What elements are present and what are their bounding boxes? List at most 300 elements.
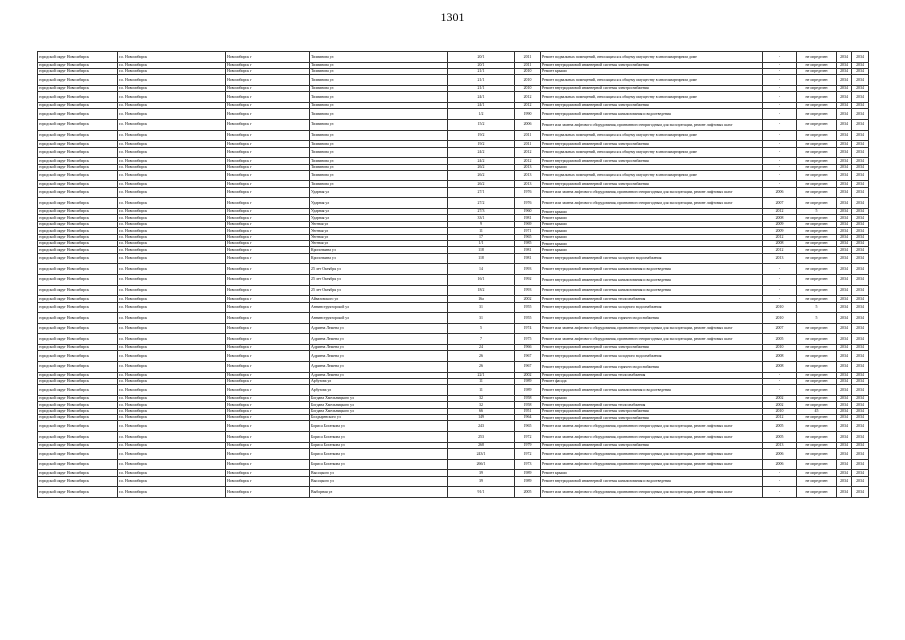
plan-start-cell: 2034 — [837, 170, 852, 181]
plan-start-cell: 2034 — [837, 253, 852, 264]
work-type-cell: Ремонт внутридомовой инженерной системы горячего водоснабжения — [541, 313, 763, 324]
work-type-cell: Ремонт подвальных помещений, относящихся к общему имуществу в многоквартирном доме — [541, 147, 763, 158]
plan-end-cell: 2034 — [852, 385, 869, 396]
street-cell: Тихвинова ул — [310, 75, 448, 86]
plan-start-cell: 2034 — [837, 378, 852, 384]
city-cell: Новосибирск г — [226, 395, 310, 401]
work-type-cell: Ремонт внутридомовой инженерной системы канализования и водоотведения — [541, 109, 763, 120]
plan-start-cell: 2034 — [837, 198, 852, 209]
plan-start-cell: 2034 — [837, 75, 852, 86]
wear-cell: не определен — [797, 421, 837, 432]
wear-cell: не определен — [797, 215, 837, 221]
table-row — [38, 274, 869, 285]
house-number-cell: 1/1 — [448, 241, 515, 247]
street-cell: Богдана Хмельницкого ул — [310, 402, 448, 408]
house-number-cell: 33/1 — [448, 215, 515, 221]
plan-end-cell: 2034 — [852, 92, 869, 103]
plan-end-cell: 2034 — [852, 164, 869, 170]
street-cell: Ударная ул — [310, 187, 448, 198]
municipality-cell: городской округ Новосибирск — [38, 52, 118, 63]
house-number-cell: 39 — [448, 476, 515, 487]
plan-end-cell: 2034 — [852, 130, 869, 141]
work-type-cell: Ремонт внутридомовой инженерной системы канализования и водоотведения — [541, 285, 763, 296]
wear-cell: не определен — [797, 241, 837, 247]
house-number-cell: 5 — [448, 323, 515, 334]
work-type-cell: Ремонт крыши — [541, 234, 763, 240]
page-number: 1301 — [440, 10, 465, 24]
work-type-cell: Ремонт внутридомовой инженерной системы горячего водоснабжения — [541, 361, 763, 372]
settlement-cell: г.о. Новосибирск — [118, 395, 226, 401]
house-number-cell: 19/2 — [448, 130, 515, 141]
settlement-cell: г.о. Новосибирск — [118, 285, 226, 296]
city-cell: Новосибирск г — [226, 487, 310, 498]
house-number-cell: 18/2 — [448, 285, 515, 296]
table-row — [38, 264, 869, 275]
work-type-cell: Ремонт внутридомовой инженерной системы электроснабжения — [541, 85, 763, 91]
street-cell: 25 лет Октября ул — [310, 274, 448, 285]
plan-end-cell: 2034 — [852, 302, 869, 313]
wear-cell: не определен — [797, 449, 837, 460]
house-number-cell: 9 — [448, 221, 515, 227]
plan-end-cell: 2034 — [852, 449, 869, 460]
settlement-cell: г.о. Новосибирск — [118, 264, 226, 275]
municipality-cell: городской округ Новосибирск — [38, 247, 118, 253]
work-type-cell: Ремонт или замена лифтового оборудования, признанного непригодным для эксплуатации, ремонт лифтовых шахт — [541, 198, 763, 209]
house-number-cell: 32 — [448, 402, 515, 408]
city-cell: Новосибирск г — [226, 170, 310, 181]
house-number-cell: 22/1 — [448, 372, 515, 378]
house-number-cell: 91/1 — [448, 487, 515, 498]
city-cell: Новосибирск г — [226, 92, 310, 103]
plan-end-cell: 2034 — [852, 372, 869, 378]
settlement-cell: г.о. Новосибирск — [118, 215, 226, 221]
plan-start-cell: 2034 — [837, 241, 852, 247]
last-repair-cell: 2008 — [763, 351, 797, 362]
municipality-cell: городской округ Новосибирск — [38, 470, 118, 476]
last-repair-cell: 2007 — [763, 198, 797, 209]
table-row — [38, 302, 869, 313]
municipality-cell: городской округ Новосибирск — [38, 187, 118, 198]
house-number-cell: 27/3 — [448, 209, 515, 215]
city-cell: Новосибирск г — [226, 476, 310, 487]
house-number-cell: 16/1 — [448, 274, 515, 285]
table-row — [38, 198, 869, 209]
street-cell: Тихвинова ул — [310, 170, 448, 181]
last-repair-cell: - — [763, 62, 797, 68]
street-cell: Бориса Богаткова ул — [310, 459, 448, 470]
city-cell: Новосибирск г — [226, 102, 310, 108]
plan-start-cell: 2034 — [837, 296, 852, 302]
municipality-cell: городской округ Новосибирск — [38, 228, 118, 234]
wear-cell: не определен — [797, 187, 837, 198]
city-cell: Новосибирск г — [226, 408, 310, 414]
plan-end-cell: 2034 — [852, 141, 869, 147]
plan-start-cell: 2034 — [837, 476, 852, 487]
settlement-cell: г.о. Новосибирск — [118, 459, 226, 470]
street-cell: Тихвинова ул — [310, 141, 448, 147]
wear-cell: не определен — [797, 234, 837, 240]
work-type-cell: Ремонт крыши — [541, 241, 763, 247]
year-built-cell: 1993 — [515, 285, 541, 296]
work-type-cell: Ремонт внутридомовой инженерной системы электроснабжения — [541, 408, 763, 414]
city-cell: Новосибирск г — [226, 402, 310, 408]
street-cell: Тихвинова ул — [310, 92, 448, 103]
wear-cell: не определен — [797, 247, 837, 253]
municipality-cell: городской округ Новосибирск — [38, 378, 118, 384]
settlement-cell: г.о. Новосибирск — [118, 334, 226, 345]
year-built-cell: 2012 — [515, 102, 541, 108]
plan-end-cell: 2034 — [852, 344, 869, 350]
street-cell: Арбузова ул — [310, 378, 448, 384]
plan-start-cell: 2034 — [837, 181, 852, 187]
plan-start-cell: 2034 — [837, 264, 852, 275]
year-built-cell: 1981 — [515, 215, 541, 221]
wear-cell: не определен — [797, 62, 837, 68]
city-cell: Новосибирск г — [226, 344, 310, 350]
year-built-cell: 2012 — [515, 158, 541, 164]
year-built-cell: 1965 — [515, 234, 541, 240]
wear-cell: не определен — [797, 109, 837, 120]
municipality-cell: городской округ Новосибирск — [38, 344, 118, 350]
city-cell: Новосибирск г — [226, 158, 310, 164]
wear-cell: не определен — [797, 75, 837, 86]
table-row — [38, 147, 869, 158]
last-repair-cell: - — [763, 147, 797, 158]
work-type-cell: Ремонт внутридомовой инженерной системы канализования и водоотведения — [541, 476, 763, 487]
year-built-cell: 2002 — [515, 296, 541, 302]
municipality-cell: городской округ Новосибирск — [38, 264, 118, 275]
plan-end-cell: 2034 — [852, 395, 869, 401]
year-built-cell: 2012 — [515, 92, 541, 103]
house-number-cell: 24 — [448, 344, 515, 350]
street-cell: Тихвинова ул — [310, 158, 448, 164]
settlement-cell: г.о. Новосибирск — [118, 68, 226, 74]
last-repair-cell: - — [763, 52, 797, 63]
last-repair-cell: - — [763, 476, 797, 487]
city-cell: Новосибирск г — [226, 361, 310, 372]
last-repair-cell: 2013 — [763, 253, 797, 264]
table-row — [38, 421, 869, 432]
table-row — [38, 476, 869, 487]
settlement-cell: г.о. Новосибирск — [118, 408, 226, 414]
settlement-cell: г.о. Новосибирск — [118, 432, 226, 443]
table-row — [38, 351, 869, 362]
plan-end-cell: 2034 — [852, 187, 869, 198]
table-row — [38, 52, 869, 63]
settlement-cell: г.о. Новосибирск — [118, 385, 226, 396]
wear-cell: не определен — [797, 372, 837, 378]
street-cell: Тихвинова ул — [310, 62, 448, 68]
settlement-cell: г.о. Новосибирск — [118, 421, 226, 432]
year-built-cell: 1960 — [515, 209, 541, 215]
street-cell: Тихвинова ул — [310, 119, 448, 130]
plan-start-cell: 2034 — [837, 228, 852, 234]
plan-end-cell: 2034 — [852, 487, 869, 498]
street-cell: Богдана Хмельницкого ул — [310, 408, 448, 414]
plan-start-cell: 2034 — [837, 102, 852, 108]
plan-end-cell: 2034 — [852, 415, 869, 421]
plan-end-cell: 2034 — [852, 313, 869, 324]
settlement-cell: г.о. Новосибирск — [118, 253, 226, 264]
municipality-cell: городской округ Новосибирск — [38, 147, 118, 158]
wear-cell: 5 — [797, 302, 837, 313]
last-repair-cell: 2005 — [763, 334, 797, 345]
plan-start-cell: 2034 — [837, 274, 852, 285]
settlement-cell: г.о. Новосибирск — [118, 85, 226, 91]
settlement-cell: г.о. Новосибирск — [118, 75, 226, 86]
plan-start-cell: 2034 — [837, 432, 852, 443]
street-cell: Тихвинова ул — [310, 102, 448, 108]
municipality-cell: городской округ Новосибирск — [38, 334, 118, 345]
settlement-cell: г.о. Новосибирск — [118, 102, 226, 108]
settlement-cell: г.о. Новосибирск — [118, 378, 226, 384]
municipality-cell: городской округ Новосибирск — [38, 323, 118, 334]
city-cell: Новосибирск г — [226, 228, 310, 234]
work-type-cell: Ремонт крыши — [541, 395, 763, 401]
settlement-cell: г.о. Новосибирск — [118, 313, 226, 324]
city-cell: Новосибирск г — [226, 234, 310, 240]
plan-start-cell: 2034 — [837, 421, 852, 432]
year-built-cell: 1972 — [515, 432, 541, 443]
city-cell: Новосибирск г — [226, 378, 310, 384]
city-cell: Новосибирск г — [226, 209, 310, 215]
year-built-cell: 2013 — [515, 170, 541, 181]
last-repair-cell: 2008 — [763, 361, 797, 372]
plan-end-cell: 2034 — [852, 147, 869, 158]
work-type-cell: Ремонт подвальных помещений, относящихся к общему имуществу в многоквартирном доме — [541, 130, 763, 141]
last-repair-cell: 2010 — [763, 302, 797, 313]
year-built-cell: 2011 — [515, 52, 541, 63]
house-number-cell: 26 — [448, 361, 515, 372]
municipality-cell: городской округ Новосибирск — [38, 372, 118, 378]
year-built-cell: 1989 — [515, 470, 541, 476]
wear-cell: не определен — [797, 158, 837, 164]
table-row — [38, 109, 869, 120]
plan-end-cell: 2034 — [852, 62, 869, 68]
last-repair-cell: 2010 — [763, 313, 797, 324]
municipality-cell: городской округ Новосибирск — [38, 415, 118, 421]
work-type-cell: Ремонт или замена лифтового оборудования, признанного непригодным для эксплуатации, ремонт лифтовых шахт — [541, 432, 763, 443]
work-type-cell: Ремонт крыши — [541, 247, 763, 253]
street-cell: Адриена Лежена ул — [310, 361, 448, 372]
street-cell: Кропоткина ул — [310, 253, 448, 264]
year-built-cell: 1964 — [515, 415, 541, 421]
city-cell: Новосибирск г — [226, 264, 310, 275]
work-type-cell: Ремонт внутридомовой инженерной системы холодного водоснабжения — [541, 253, 763, 264]
year-built-cell: 1979 — [515, 442, 541, 448]
wear-cell: не определен — [797, 141, 837, 147]
wear-cell: не определен — [797, 164, 837, 170]
house-number-cell: 21/1 — [448, 75, 515, 86]
last-repair-cell: 2007 — [763, 323, 797, 334]
plan-end-cell: 2034 — [852, 198, 869, 209]
street-cell: Ударная ул — [310, 209, 448, 215]
year-built-cell: 1976 — [515, 198, 541, 209]
work-type-cell: Ремонт внутридомовой инженерной системы электроснабжения — [541, 442, 763, 448]
work-type-cell: Ремонт или замена лифтового оборудования, признанного непригодным для эксплуатации, ремонт лифтовых шахт — [541, 449, 763, 460]
table-row — [38, 487, 869, 498]
house-number-cell: 21/1 — [448, 85, 515, 91]
house-number-cell: 19/2 — [448, 141, 515, 147]
street-cell: Ударная ул — [310, 215, 448, 221]
wear-cell: не определен — [797, 274, 837, 285]
last-repair-cell: 2012 — [763, 209, 797, 215]
settlement-cell: г.о. Новосибирск — [118, 141, 226, 147]
city-cell: Новосибирск г — [226, 85, 310, 91]
plan-start-cell: 2034 — [837, 119, 852, 130]
house-number-cell: 15/2 — [448, 119, 515, 130]
wear-cell: не определен — [797, 470, 837, 476]
settlement-cell: г.о. Новосибирск — [118, 449, 226, 460]
street-cell: Бориса Богаткова ул — [310, 432, 448, 443]
last-repair-cell: - — [763, 164, 797, 170]
last-repair-cell: 2009 — [763, 221, 797, 227]
plan-end-cell: 2034 — [852, 75, 869, 86]
plan-start-cell: 2034 — [837, 361, 852, 372]
last-repair-cell: - — [763, 285, 797, 296]
plan-start-cell: 2034 — [837, 415, 852, 421]
house-number-cell: 243/1 — [448, 449, 515, 460]
wear-cell: не определен — [797, 147, 837, 158]
wear-cell: 5 — [797, 313, 837, 324]
house-number-cell: 268 — [448, 442, 515, 448]
municipality-cell: городской округ Новосибирск — [38, 62, 118, 68]
municipality-cell: городской округ Новосибирск — [38, 253, 118, 264]
work-type-cell: Ремонт внутридомовой инженерной системы теплоснабжения — [541, 296, 763, 302]
house-number-cell: 66 — [448, 408, 515, 414]
house-number-cell: 24/1 — [448, 92, 515, 103]
plan-start-cell: 2034 — [837, 187, 852, 198]
municipality-cell: городской округ Новосибирск — [38, 385, 118, 396]
year-built-cell: 2006 — [515, 119, 541, 130]
year-built-cell: 1972 — [515, 449, 541, 460]
table-row — [38, 323, 869, 334]
plan-end-cell: 2034 — [852, 459, 869, 470]
wear-cell: не определен — [797, 130, 837, 141]
street-cell: Тихвинова ул — [310, 130, 448, 141]
year-built-cell: 1966 — [515, 344, 541, 350]
last-repair-cell: 2006 — [763, 187, 797, 198]
municipality-cell: городской округ Новосибирск — [38, 130, 118, 141]
settlement-cell: г.о. Новосибирск — [118, 164, 226, 170]
plan-start-cell: 2034 — [837, 395, 852, 401]
wear-cell: не определен — [797, 181, 837, 187]
settlement-cell: г.о. Новосибирск — [118, 92, 226, 103]
settlement-cell: г.о. Новосибирск — [118, 221, 226, 227]
settlement-cell: г.о. Новосибирск — [118, 344, 226, 350]
year-built-cell: 1989 — [515, 385, 541, 396]
wear-cell: 5 — [797, 209, 837, 215]
plan-start-cell: 2034 — [837, 130, 852, 141]
wear-cell: не определен — [797, 285, 837, 296]
municipality-cell: городской округ Новосибирск — [38, 285, 118, 296]
street-cell: Тихвинова ул — [310, 68, 448, 74]
year-built-cell: 1967 — [515, 361, 541, 372]
city-cell: Новосибирск г — [226, 187, 310, 198]
last-repair-cell: - — [763, 264, 797, 275]
plan-start-cell: 2034 — [837, 158, 852, 164]
settlement-cell: г.о. Новосибирск — [118, 228, 226, 234]
settlement-cell: г.о. Новосибирск — [118, 209, 226, 215]
house-number-cell: 11 — [448, 378, 515, 384]
house-number-cell: 20/1 — [448, 62, 515, 68]
city-cell: Новосибирск г — [226, 147, 310, 158]
last-repair-cell: - — [763, 158, 797, 164]
work-type-cell: Ремонт внутридомовой инженерной системы электроснабжения — [541, 141, 763, 147]
last-repair-cell: 2006 — [763, 459, 797, 470]
settlement-cell: г.о. Новосибирск — [118, 415, 226, 421]
year-built-cell: 1969 — [515, 221, 541, 227]
city-cell: Новосибирск г — [226, 296, 310, 302]
work-type-cell: Ремонт или замена лифтового оборудования, признанного непригодным для эксплуатации, ремонт лифтовых шахт — [541, 334, 763, 345]
street-cell: Уютная ул — [310, 228, 448, 234]
plan-start-cell: 2034 — [837, 487, 852, 498]
municipality-cell: городской округ Новосибирск — [38, 402, 118, 408]
table-row — [38, 449, 869, 460]
plan-end-cell: 2034 — [852, 228, 869, 234]
plan-end-cell: 2034 — [852, 221, 869, 227]
city-cell: Новосибирск г — [226, 432, 310, 443]
street-cell: Арбузова ул — [310, 385, 448, 396]
plan-start-cell: 2034 — [837, 313, 852, 324]
plan-end-cell: 2034 — [852, 85, 869, 91]
street-cell: Кропоткина ул — [310, 247, 448, 253]
last-repair-cell: 2013 — [763, 442, 797, 448]
house-number-cell: 24/2 — [448, 158, 515, 164]
last-repair-cell: - — [763, 378, 797, 384]
city-cell: Новосибирск г — [226, 459, 310, 470]
work-type-cell: Ремонт внутридомовой инженерной системы канализования и водоотведения — [541, 274, 763, 285]
street-cell: Уютная ул — [310, 234, 448, 240]
wear-cell: не определен — [797, 221, 837, 227]
work-type-cell: Ремонт или замена лифтового оборудования, признанного непригодным для эксплуатации, ремонт лифтовых шахт — [541, 421, 763, 432]
work-type-cell: Ремонт или замена лифтового оборудования, признанного непригодным для эксплуатации, ремонт лифтовых шахт — [541, 119, 763, 130]
city-cell: Новосибирск г — [226, 470, 310, 476]
last-repair-cell: - — [763, 75, 797, 86]
plan-end-cell: 2034 — [852, 264, 869, 275]
city-cell: Новосибирск г — [226, 313, 310, 324]
settlement-cell: г.о. Новосибирск — [118, 62, 226, 68]
wear-cell: не определен — [797, 487, 837, 498]
plan-end-cell: 2034 — [852, 285, 869, 296]
last-repair-cell: - — [763, 296, 797, 302]
house-number-cell: 31 — [448, 313, 515, 324]
table-row — [38, 334, 869, 345]
settlement-cell: г.о. Новосибирск — [118, 402, 226, 408]
plan-end-cell: 2034 — [852, 361, 869, 372]
city-cell: Новосибирск г — [226, 62, 310, 68]
year-built-cell: 1993 — [515, 264, 541, 275]
city-cell: Новосибирск г — [226, 421, 310, 432]
wear-cell: не определен — [797, 415, 837, 421]
house-number-cell: 266/1 — [448, 459, 515, 470]
table-row — [38, 313, 869, 324]
settlement-cell: г.о. Новосибирск — [118, 119, 226, 130]
work-type-cell: Ремонт или замена лифтового оборудования, признанного непригодным для эксплуатации, ремонт лифтовых шахт — [541, 187, 763, 198]
last-repair-cell: - — [763, 170, 797, 181]
work-type-cell: Ремонт внутридомовой инженерной системы холодного водоснабжения — [541, 351, 763, 362]
wear-cell: не определен — [797, 170, 837, 181]
house-number-cell: 14 — [448, 264, 515, 275]
last-repair-cell: - — [763, 85, 797, 91]
settlement-cell: г.о. Новосибирск — [118, 487, 226, 498]
city-cell: Новосибирск г — [226, 285, 310, 296]
plan-end-cell: 2034 — [852, 209, 869, 215]
plan-start-cell: 2034 — [837, 302, 852, 313]
municipality-cell: городской округ Новосибирск — [38, 421, 118, 432]
wear-cell: не определен — [797, 432, 837, 443]
settlement-cell: г.о. Новосибирск — [118, 170, 226, 181]
